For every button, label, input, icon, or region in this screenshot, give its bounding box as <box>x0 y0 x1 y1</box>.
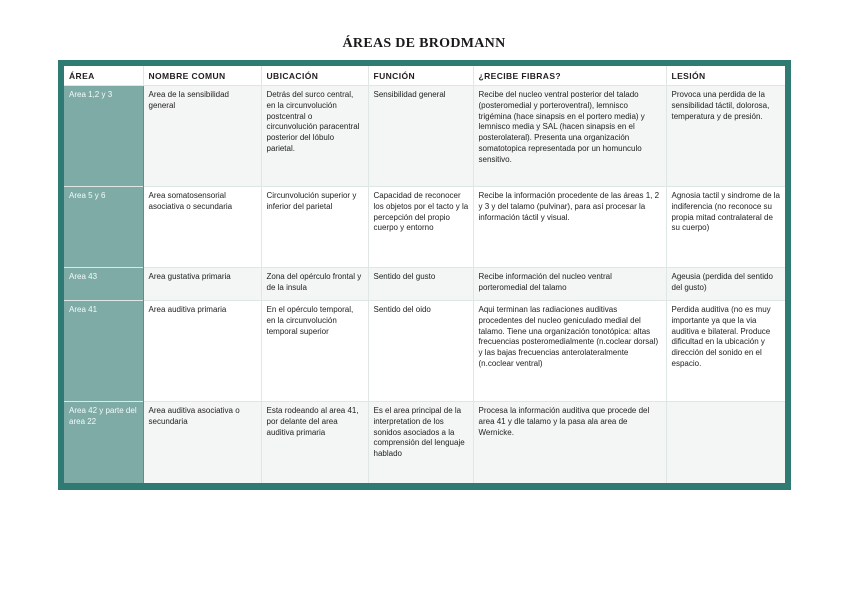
cell-nombre: Area gustativa primaria <box>143 268 261 301</box>
cell-lesion: Ageusia (perdida del sentido del gusto) <box>666 268 785 301</box>
table-row <box>64 301 785 402</box>
table-row <box>64 187 785 268</box>
cell-area: Area 43 <box>64 268 143 301</box>
column-header-funcion: FUNCIÓN <box>368 66 473 86</box>
cell-fibras: Recibe la información procedente de las áreas 1, 2 y 3 y del talamo (pulvinar), para así procesar la información táctil y visual. <box>473 187 666 268</box>
cell-lesion: Perdida auditiva (no es muy importante ya que la via auditiva e bilateral. Produce dificultad en la ubicación y dirección del sonido en el espacio. <box>666 301 785 402</box>
cell-funcion: Sentido del gusto <box>368 268 473 301</box>
cell-fibras: Recibe información del nucleo ventral porteromedial del talamo <box>473 268 666 301</box>
cell-lesion: Agnosia tactil y sindrome de la indiferencia (no reconoce su propia mitad contralateral de su cuerpo) <box>666 187 785 268</box>
cell-ubicacion: Esta rodeando al area 41, por delante del area auditiva primaria <box>261 402 368 484</box>
cell-fibras: Recibe del nucleo ventral posterior del talado (posteromedial y porteroventral), lemnisco trigémina (hace sinapsis en el portero media) y lemnisco media y SAL (hacen sinapsis en el posterolateral). Presenta una organización somatotopica representada por un homunculo sensitivo. <box>473 86 666 187</box>
cell-funcion: Sentido del oido <box>368 301 473 402</box>
cell-nombre: Area auditiva primaria <box>143 301 261 402</box>
cell-funcion: Es el area principal de la interpretation de los sonidos asociados a la comprensión del lenguaje hablado <box>368 402 473 484</box>
cell-area: Area 41 <box>64 301 143 402</box>
cell-ubicacion: Detrás del surco central, en la circunvolución postcentral o circunvolución paracentral posterior del lóbulo parietal. <box>261 86 368 187</box>
column-header-lesion: LESIÓN <box>666 66 785 86</box>
column-header-fibras: ¿RECIBE FIBRAS? <box>473 66 666 86</box>
column-header-nombre: NOMBRE COMUN <box>143 66 261 86</box>
cell-area: Area 42 y parte del area 22 <box>64 402 143 484</box>
table-row <box>64 86 785 187</box>
table-row <box>64 402 785 484</box>
cell-ubicacion: Zona del opérculo frontal y de la insula <box>261 268 368 301</box>
table-header-row <box>64 66 785 86</box>
cell-nombre: Area somatosensorial asociativa o secundaria <box>143 187 261 268</box>
cell-nombre: Area auditiva asociativa o secundaria <box>143 402 261 484</box>
cell-ubicacion: Circunvolución superior y inferior del parietal <box>261 187 368 268</box>
table-row <box>64 268 785 301</box>
cell-area: Area 5 y 6 <box>64 187 143 268</box>
cell-funcion: Capacidad de reconocer los objetos por el tacto y la percepción del propio cuerpo y entorno <box>368 187 473 268</box>
cell-fibras: Aqui terminan las radiaciones auditivas procedentes del nucleo geniculado medial del talamo. Tiene una organización tonotópica: altas frecuencias posteromedialmente (n.coclear dorsal) y las bajas frecuencias anterolateralmente (n.coclear ventral) <box>473 301 666 402</box>
cell-nombre: Area de la sensibilidad general <box>143 86 261 187</box>
page-title: ÁREAS DE BRODMANN <box>342 36 506 51</box>
cell-lesion <box>666 402 785 484</box>
column-header-ubicacion: UBICACIÓN <box>261 66 368 86</box>
brodmann-table <box>64 66 785 483</box>
cell-lesion: Provoca una perdida de la sensibilidad táctil, dolorosa, temperatura y de presión. <box>666 86 785 187</box>
column-header-area: ÁREA <box>64 66 143 86</box>
cell-area: Area 1,2 y 3 <box>64 86 143 187</box>
cell-ubicacion: En el opérculo temporal, en la circunvolución temporal superior <box>261 301 368 402</box>
cell-fibras: Procesa la información auditiva que procede del area 41 y dle talamo y la pasa ala area de Wernicke. <box>473 402 666 484</box>
cell-funcion: Sensibilidad general <box>368 86 473 187</box>
